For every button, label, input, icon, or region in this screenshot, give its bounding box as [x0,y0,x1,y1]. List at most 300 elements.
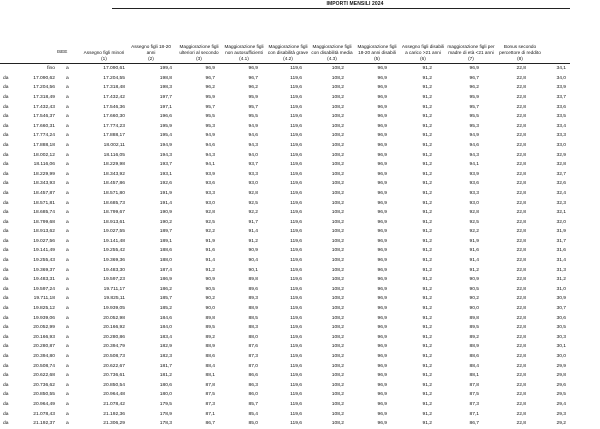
range-to-cell: 20.508,73 [103,354,125,359]
table-body [0,64,600,429]
bonus-secondo-percettore-cell: 30,3 [556,334,566,340]
assegno-figli-minori-cell: 188,0 [159,258,172,264]
column-header: Maggiorazione figli con disabilità grave (4.2) [267,43,309,61]
assegno-figli-minori-cell: 193,1 [159,171,172,177]
range-to-cell: 20.622,67 [103,363,125,369]
column-header: Maggiorazione figli 18-20 anni disabili (5) [357,43,397,61]
bonus-secondo-percettore-cell: 29,9 [556,363,566,369]
magg-disabilita-grave-cell: 108,2 [331,296,344,302]
range-prefix-cell: da [3,382,9,388]
assegno-figli-minori-cell: 185,2 [159,306,172,312]
assegno-figli-minori-cell: 188,6 [159,248,172,254]
magg-non-autosufficienti-cell: 119,6 [290,104,302,110]
range-sep-cell: a [66,325,69,331]
magg-disabilita-grave-cell: 108,2 [331,75,344,81]
assegno-figli-minori-cell: 181,2 [159,373,172,379]
range-from-cell: 18.913,62 [33,229,55,235]
magg-non-autosufficienti-cell: 119,6 [290,382,302,388]
magg-disabilita-grave-cell: 108,2 [331,334,344,340]
bonus-secondo-percettore-cell: 33,7 [556,94,566,100]
table-row [0,160,600,170]
magg-18-20-disabili-cell: 91,2 [422,94,432,100]
bonus-secondo-percettore-cell: 33,6 [556,104,566,110]
magg-figli-ulteriori-cell: 85,7 [248,401,258,407]
assegno-figli-minori-cell: 185,7 [159,296,172,302]
bonus-secondo-percettore-cell: 30,9 [556,296,566,302]
super-header-rule [112,8,570,9]
assegno-figli-minori-cell: 199,4 [159,66,172,72]
range-sep-cell: a [66,334,69,340]
range-from-cell: 20.166,93 [33,334,55,340]
range-prefix-cell: da [3,296,9,302]
magg-18-20-disabili-cell: 91,2 [422,401,432,407]
magg-disabilita-grave-cell: 108,2 [331,229,344,235]
magg-non-autosufficienti-cell: 119,6 [290,411,302,417]
range-from-cell: 17.432,43 [33,104,55,110]
assegno-figli-18-20-cell: 92,8 [205,210,215,216]
magg-18-20-disabili-cell: 91,2 [422,181,432,187]
table-row [0,131,600,141]
magg-disabilita-media-cell: 96,9 [377,258,387,264]
range-prefix-cell: da [3,75,9,81]
assegno-figli-18-20-cell: 94,1 [205,162,215,168]
magg-disabilita-media-cell: 96,9 [377,401,387,407]
assegno-figli-18-20-cell: 91,6 [205,248,215,254]
assegno-figli-minori-cell: 198,8 [159,75,172,81]
range-sep-cell: a [66,421,69,427]
range-to-cell: 21.078,42 [103,401,125,407]
range-from-cell: 20.964,49 [33,401,55,407]
magg-madre-21-cell: 22,8 [516,75,526,81]
range-to-cell: 19.939,05 [103,306,125,312]
magg-18-20-disabili-cell: 91,2 [422,392,432,398]
table-row [0,390,600,400]
magg-figli-ulteriori-cell: 89,3 [248,296,258,302]
magg-disabilita-media-cell: 96,9 [377,325,387,331]
magg-18-20-disabili-cell: 91,2 [422,104,432,110]
magg-figli-ulteriori-cell: 86,0 [248,392,258,398]
range-to-cell: 20.736,61 [103,373,125,379]
range-to-cell: 18.685,73 [103,200,125,206]
magg-disabilita-media-cell: 96,9 [377,210,387,216]
magg-disabilita-media-cell: 96,9 [377,411,387,417]
assegno-figli-18-20-cell: 93,9 [205,171,215,177]
magg-18-20-disabili-cell: 91,2 [422,142,432,148]
column-header: Bonus secondo percettore di reddito (8) [499,43,541,61]
range-prefix-cell: da [3,344,9,350]
magg-18-20-disabili-cell: 91,2 [422,421,432,427]
range-to-cell: 21.306,29 [103,421,125,427]
range-to-cell: 21.192,36 [103,411,125,417]
assegno-figli-minori-cell: 186,2 [159,286,172,292]
assegno-figli-minori-cell: 192,6 [159,181,172,187]
assegno-figli-minori-cell: 198,3 [159,85,172,91]
magg-non-autosufficienti-cell: 119,6 [290,401,302,407]
assegno-disabili-21-cell: 92,8 [469,210,479,216]
range-to-cell: 17.774,23 [103,123,125,129]
table-row [0,285,600,295]
range-to-cell: 18.913,61 [103,219,125,225]
magg-disabilita-media-cell: 96,9 [377,344,387,350]
range-prefix-cell: da [3,334,9,340]
bonus-secondo-percettore-cell: 29,2 [556,421,566,427]
assegno-figli-18-20-cell: 91,9 [205,238,215,244]
range-from-cell: 17.888,18 [33,142,55,148]
magg-madre-21-cell: 22,8 [516,94,526,100]
magg-disabilita-media-cell: 96,9 [377,354,387,359]
magg-disabilita-media-cell: 96,9 [377,85,387,91]
magg-non-autosufficienti-cell: 119,6 [290,277,302,283]
range-from-cell: 18.457,87 [33,190,55,196]
range-to-cell: 18.116,05 [103,152,125,158]
range-to-cell: 18.799,67 [103,210,125,216]
magg-madre-21-cell: 22,8 [516,104,526,110]
magg-18-20-disabili-cell: 91,2 [422,267,432,273]
assegno-figli-18-20-cell: 88,1 [205,373,215,379]
range-to-cell: 17.090,61 [103,66,125,72]
assegno-figli-minori-cell: 194,9 [159,142,172,148]
range-prefix-cell: da [3,325,9,331]
magg-figli-ulteriori-cell: 87,3 [248,354,258,359]
bonus-secondo-percettore-cell: 33,3 [556,133,566,139]
magg-figli-ulteriori-cell: 93,7 [248,162,258,168]
bonus-secondo-percettore-cell: 32,7 [556,171,566,177]
bonus-secondo-percettore-cell: 29,4 [556,401,566,407]
column-header: Assegno figli minori (1) [83,49,125,61]
range-prefix-cell: da [3,200,9,206]
assegno-figli-18-20-cell: 88,6 [205,354,215,359]
assegno-disabili-21-cell: 91,6 [469,248,479,254]
range-prefix-cell: da [3,190,9,196]
table-row [0,208,600,218]
bonus-secondo-percettore-cell: 31,2 [556,277,566,283]
assegno-figli-18-20-cell: 94,9 [205,133,215,139]
table-row [0,218,600,228]
table-row [0,83,600,93]
bonus-secondo-percettore-cell: 32,0 [556,219,566,225]
magg-18-20-disabili-cell: 91,2 [422,85,432,91]
assegno-disabili-21-cell: 95,3 [469,123,479,129]
column-header: maggiorazione figli per madre di età <21 anni (7) [447,43,495,61]
range-prefix-cell: da [3,315,9,321]
range-sep-cell: a [66,200,69,206]
assegno-figli-minori-cell: 179,5 [159,401,172,407]
magg-madre-21-cell: 22,8 [516,133,526,139]
magg-18-20-disabili-cell: 91,2 [422,286,432,292]
bonus-secondo-percettore-cell: 32,9 [556,152,566,158]
table-row [0,400,600,410]
range-prefix-cell: da [3,286,9,292]
magg-disabilita-media-cell: 96,9 [377,152,387,158]
assegno-disabili-21-cell: 88,9 [469,344,479,350]
range-prefix-cell: da [3,238,9,244]
assegno-figli-18-20-cell: 93,3 [205,190,215,196]
magg-non-autosufficienti-cell: 119,6 [290,171,302,177]
magg-disabilita-grave-cell: 108,2 [331,344,344,350]
magg-madre-21-cell: 22,8 [516,363,526,369]
range-prefix-cell: da [3,210,9,216]
magg-figli-ulteriori-cell: 94,9 [248,123,258,129]
assegno-figli-18-20-cell: 86,7 [205,421,215,427]
bonus-secondo-percettore-cell: 33,0 [556,142,566,148]
range-sep-cell: a [66,354,69,359]
assegno-figli-minori-cell: 178,9 [159,411,172,417]
magg-figli-ulteriori-cell: 94,6 [248,133,258,139]
magg-figli-ulteriori-cell: 91,2 [248,238,258,244]
bonus-secondo-percettore-cell: 31,6 [556,248,566,254]
range-to-cell: 19.141,48 [103,238,125,244]
range-sep-cell: a [66,94,69,100]
assegno-figli-18-20-cell: 94,6 [205,142,215,148]
table-row [0,256,600,266]
range-from-cell: 20.052,99 [33,325,55,331]
magg-disabilita-media-cell: 96,9 [377,114,387,120]
magg-disabilita-media-cell: 96,9 [377,238,387,244]
magg-non-autosufficienti-cell: 119,6 [290,94,302,100]
assegno-figli-minori-cell: 190,9 [159,210,172,216]
assegno-figli-minori-cell: 187,4 [159,267,172,273]
bonus-secondo-percettore-cell: 32,4 [556,190,566,196]
assegno-disabili-21-cell: 93,0 [469,200,479,206]
assegno-figli-minori-cell: 178,3 [159,421,172,427]
range-to-cell: 19.597,23 [103,277,125,283]
assegno-figli-minori-cell: 191,9 [159,190,172,196]
magg-disabilita-grave-cell: 108,2 [331,354,344,359]
assegno-figli-minori-cell: 186,9 [159,277,172,283]
range-from-cell: 20.850,55 [33,392,55,398]
table-row [0,371,600,381]
range-from-cell: 19.825,12 [33,306,55,312]
range-sep-cell: a [66,411,69,417]
assegno-disabili-21-cell: 91,9 [469,238,479,244]
assegno-figli-18-20-cell: 93,6 [205,181,215,187]
range-from-cell: 18.343,93 [33,181,55,187]
magg-non-autosufficienti-cell: 119,6 [290,267,302,273]
magg-non-autosufficienti-cell: 119,6 [290,114,302,120]
range-prefix-cell: da [3,229,9,235]
magg-disabilita-grave-cell: 108,2 [331,171,344,177]
magg-disabilita-grave-cell: 108,2 [331,200,344,206]
range-sep-cell: a [66,142,69,148]
magg-non-autosufficienti-cell: 119,6 [290,315,302,321]
magg-non-autosufficienti-cell: 119,6 [290,229,302,235]
magg-disabilita-grave-cell: 108,2 [331,219,344,225]
bonus-secondo-percettore-cell: 29,3 [556,411,566,417]
magg-figli-ulteriori-cell: 92,5 [248,200,258,206]
magg-disabilita-grave-cell: 108,2 [331,142,344,148]
table-row [0,198,600,208]
assegno-figli-minori-cell: 181,7 [159,363,172,369]
magg-disabilita-media-cell: 96,9 [377,363,387,369]
range-from-cell: 17.318,49 [33,94,55,100]
assegno-figli-minori-cell: 197,7 [159,94,172,100]
assegno-figli-minori-cell: 180,0 [159,392,172,398]
magg-madre-21-cell: 22,8 [516,306,526,312]
assegno-disabili-21-cell: 89,5 [469,325,479,331]
assegno-figli-minori-cell: 184,6 [159,315,172,321]
table-row [0,141,600,151]
assegno-disabili-21-cell: 87,1 [469,411,479,417]
magg-disabilita-media-cell: 96,9 [377,162,387,168]
assegno-figli-minori-cell: 193,7 [159,162,172,168]
table-row [0,265,600,275]
magg-disabilita-grave-cell: 108,2 [331,123,344,129]
assegno-disabili-21-cell: 93,6 [469,181,479,187]
bonus-secondo-percettore-cell: 31,4 [556,258,566,264]
assegno-figli-18-20-cell: 88,9 [205,344,215,350]
assegno-disabili-21-cell: 87,8 [469,382,479,388]
bonus-secondo-percettore-cell: 29,6 [556,382,566,388]
table-row [0,179,600,189]
range-sep-cell: a [66,171,69,177]
magg-figli-ulteriori-cell: 89,6 [248,286,258,292]
range-to-cell: 20.052,98 [103,315,125,321]
range-from-cell: 20.508,74 [33,363,55,369]
magg-figli-ulteriori-cell: 95,5 [248,114,258,120]
magg-disabilita-grave-cell: 108,2 [331,286,344,292]
assegno-figli-18-20-cell: 91,4 [205,258,215,264]
range-from-cell: 17.090,62 [33,75,55,81]
magg-figli-ulteriori-cell: 87,0 [248,363,258,369]
magg-disabilita-grave-cell: 108,2 [331,267,344,273]
magg-figli-ulteriori-cell: 85,0 [248,421,258,427]
magg-madre-21-cell: 22,8 [516,296,526,302]
range-to-cell: 20.850,54 [103,382,125,388]
range-prefix-cell: da [3,152,9,158]
magg-madre-21-cell: 22,8 [516,219,526,225]
range-prefix-cell: da [3,133,9,139]
magg-disabilita-media-cell: 96,9 [377,334,387,340]
range-prefix-cell: da [3,401,9,407]
assegno-figli-18-20-cell: 87,3 [205,401,215,407]
magg-18-20-disabili-cell: 91,2 [422,411,432,417]
magg-18-20-disabili-cell: 91,2 [422,296,432,302]
magg-non-autosufficienti-cell: 119,6 [290,325,302,331]
magg-18-20-disabili-cell: 91,2 [422,75,432,81]
bonus-secondo-percettore-cell: 32,1 [556,210,566,216]
magg-figli-ulteriori-cell: 86,6 [248,373,258,379]
range-sep-cell: a [66,162,69,168]
range-from-cell: 21.192,37 [33,421,55,427]
magg-figli-ulteriori-cell: 86,3 [248,382,258,388]
range-from-cell: 17.546,37 [33,114,55,120]
magg-madre-21-cell: 22,8 [516,354,526,359]
assegno-figli-18-20-cell: 96,9 [205,66,215,72]
range-from-cell: 17.660,31 [33,123,55,129]
magg-disabilita-media-cell: 96,9 [377,286,387,292]
magg-18-20-disabili-cell: 91,2 [422,66,432,72]
magg-non-autosufficienti-cell: 119,6 [290,75,302,81]
magg-18-20-disabili-cell: 91,2 [422,354,432,359]
magg-non-autosufficienti-cell: 119,6 [290,238,302,244]
range-from-cell: 20.622,68 [33,373,55,379]
magg-figli-ulteriori-cell: 88,9 [248,306,258,312]
range-prefix-cell: da [3,248,9,254]
magg-madre-21-cell: 22,8 [516,66,526,72]
magg-madre-21-cell: 22,8 [516,373,526,379]
range-from-cell: 18.229,99 [33,171,55,177]
range-prefix-cell: da [3,114,9,120]
range-from-cell: 19.597,24 [33,286,55,292]
table-row [0,237,600,247]
assegno-figli-18-20-cell: 92,2 [205,229,215,235]
range-sep-cell: a [66,104,69,110]
assegno-figli-18-20-cell: 95,7 [205,104,215,110]
range-to-cell: 17.660,30 [103,114,125,120]
range-prefix-cell: da [3,85,9,91]
magg-18-20-disabili-cell: 91,2 [422,248,432,254]
range-to-cell: 19.711,17 [103,286,125,292]
range-from-cell: 19.255,43 [33,258,55,264]
magg-disabilita-grave-cell: 108,2 [331,392,344,398]
magg-18-20-disabili-cell: 91,2 [422,344,432,350]
table-row [0,275,600,285]
magg-madre-21-cell: 22,8 [516,123,526,129]
assegno-disabili-21-cell: 91,4 [469,258,479,264]
assegno-figli-18-20-cell: 93,0 [205,200,215,206]
magg-figli-ulteriori-cell: 88,5 [248,315,258,321]
magg-18-20-disabili-cell: 91,2 [422,190,432,196]
magg-madre-21-cell: 22,8 [516,171,526,177]
magg-non-autosufficienti-cell: 119,6 [290,66,302,72]
magg-non-autosufficienti-cell: 119,6 [290,219,302,225]
assegno-disabili-21-cell: 89,2 [469,334,479,340]
assegno-figli-minori-cell: 189,1 [159,238,172,244]
magg-disabilita-media-cell: 96,9 [377,248,387,254]
bonus-secondo-percettore-cell: 30,0 [556,354,566,359]
range-sep-cell: a [66,363,69,369]
table-row [0,361,600,371]
magg-figli-ulteriori-cell: 96,7 [248,75,258,81]
assegno-figli-18-20-cell: 91,2 [205,267,215,273]
column-header: Maggiorazione figli con disabilità media (4.3) [311,43,353,61]
magg-non-autosufficienti-cell: 119,6 [290,363,302,369]
range-prefix-cell: da [3,219,9,225]
table-row [0,294,600,304]
magg-disabilita-grave-cell: 108,2 [331,152,344,158]
range-prefix-cell: da [3,104,9,110]
magg-disabilita-media-cell: 96,9 [377,171,387,177]
bonus-secondo-percettore-cell: 30,7 [556,306,566,312]
table-row [0,227,600,237]
range-sep-cell: a [66,401,69,407]
table-row [0,74,600,84]
assegno-figli-18-20-cell: 96,7 [205,75,215,81]
magg-madre-21-cell: 22,8 [516,142,526,148]
assegno-disabili-21-cell: 88,6 [469,354,479,359]
magg-disabilita-grave-cell: 108,2 [331,401,344,407]
magg-figli-ulteriori-cell: 90,4 [248,258,258,264]
magg-disabilita-media-cell: 96,9 [377,382,387,388]
range-prefix-cell: da [3,142,9,148]
magg-disabilita-media-cell: 96,9 [377,200,387,206]
assegno-disabili-21-cell: 94,6 [469,142,479,148]
assegno-disabili-21-cell: 90,2 [469,296,479,302]
assegno-figli-18-20-cell: 90,5 [205,286,215,292]
magg-figli-ulteriori-cell: 92,2 [248,210,258,216]
range-from-cell: 18.116,06 [33,162,55,168]
table-row [0,150,600,160]
table-row [0,342,600,352]
range-sep-cell: a [66,392,69,398]
assegno-figli-minori-cell: 194,3 [159,152,172,158]
assegno-figli-18-20-cell: 88,4 [205,363,215,369]
range-prefix-cell: da [3,363,9,369]
magg-18-20-disabili-cell: 91,2 [422,133,432,139]
magg-non-autosufficienti-cell: 119,6 [290,334,302,340]
magg-madre-21-cell: 22,8 [516,315,526,321]
assegno-figli-minori-cell: 189,7 [159,229,172,235]
